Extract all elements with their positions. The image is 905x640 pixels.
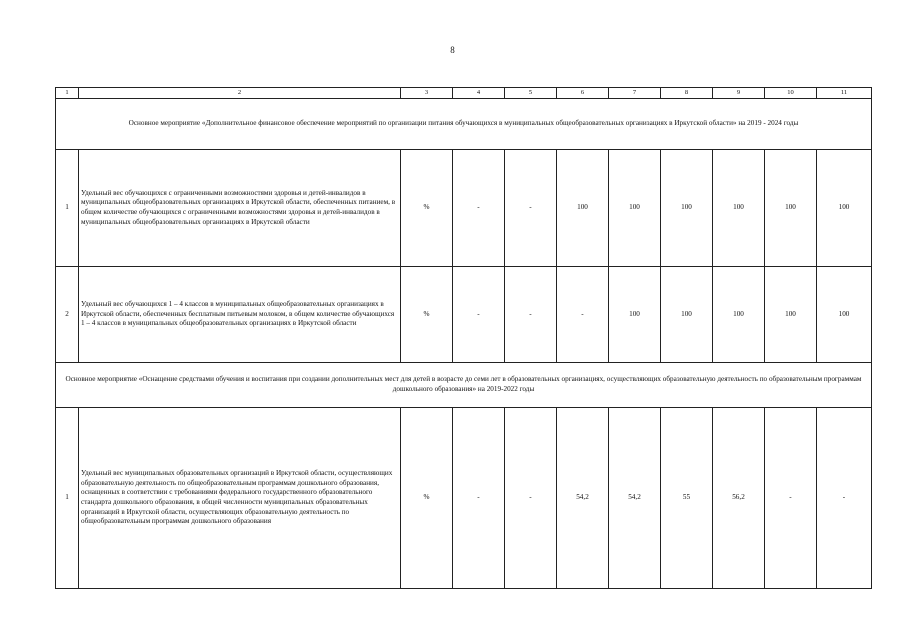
section-header-row <box>56 363 872 408</box>
unit-cell: % <box>401 408 453 589</box>
header-cell: 6 <box>557 88 609 99</box>
header-cell: 9 <box>713 88 765 99</box>
value-cell: 55 <box>661 408 713 589</box>
value-cell: 100 <box>713 267 765 363</box>
table-row <box>56 150 872 267</box>
header-cell: 8 <box>661 88 713 99</box>
header-cell: 10 <box>765 88 817 99</box>
value-cell: - <box>817 408 872 589</box>
row-number: 2 <box>56 267 79 363</box>
header-cell: 4 <box>453 88 505 99</box>
value-cell: 100 <box>609 267 661 363</box>
value-cell: 100 <box>713 150 765 267</box>
header-cell: 11 <box>817 88 872 99</box>
value-cell: - <box>453 150 505 267</box>
unit-cell: % <box>401 150 453 267</box>
header-cell: 3 <box>401 88 453 99</box>
section-title: Основное мероприятие «Дополнительное финансовое обеспечение мероприятий по организации питания обучающихся в муниципальных общеобразовательных организациях в Иркутской области» на 2019 - 2024 годы <box>56 99 872 150</box>
value-cell: - <box>765 408 817 589</box>
indicator-description: Удельный вес муниципальных образовательных организаций в Иркутской области, осуществляющих образовательную деятельность по общеобразовательным программам дошкольного образования, оснащенных в соответствии с требованиями федерального государственного образовательного стандарта дошкольного образования, в общей численности муниципальных образовательных организаций в Иркутской области, осуществляющих образовательную деятельность по общеобразовательным программам дошкольного образования <box>79 408 401 589</box>
value-cell: - <box>557 267 609 363</box>
table-row <box>56 267 872 363</box>
value-cell: 100 <box>817 150 872 267</box>
row-number: 1 <box>56 408 79 589</box>
value-cell: 100 <box>661 150 713 267</box>
header-cell: 7 <box>609 88 661 99</box>
value-cell: 54,2 <box>557 408 609 589</box>
value-cell: 100 <box>817 267 872 363</box>
indicator-description: Удельный вес обучающихся 1 – 4 классов в муниципальных общеобразовательных организациях в Иркутской области, обеспеченных бесплатным питьевым молоком, в общем количестве обучающихся 1 – 4 классов в муниципальных общеобразовательных организациях в Иркутской области <box>79 267 401 363</box>
unit-cell: % <box>401 267 453 363</box>
value-cell: 100 <box>765 150 817 267</box>
value-cell: 56,2 <box>713 408 765 589</box>
value-cell: 100 <box>661 267 713 363</box>
row-number: 1 <box>56 150 79 267</box>
value-cell: 100 <box>557 150 609 267</box>
value-cell: - <box>505 267 557 363</box>
indicators-table <box>55 87 872 589</box>
value-cell: 54,2 <box>609 408 661 589</box>
indicator-description: Удельный вес обучающихся с ограниченными возможностями здоровья и детей-инвалидов в муниципальных общеобразовательных организациях в Иркутской области, обеспеченных питанием, в общем количестве обучающихся с ограниченными возможностями здоровья и детей-инвалидов в муниципальных общеобразовательных организациях в Иркутской области <box>79 150 401 267</box>
value-cell: - <box>453 267 505 363</box>
value-cell: - <box>505 150 557 267</box>
value-cell: - <box>505 408 557 589</box>
section-title: Основное мероприятие «Оснащение средствами обучения и воспитания при создании дополнительных мест для детей в возрасте до семи лет в образовательных организациях, осуществляющих образовательную деятельность по образовательным программам дошкольного образования» на 2019-2022 годы <box>56 363 872 408</box>
value-cell: - <box>453 408 505 589</box>
page-number: 8 <box>450 45 455 55</box>
header-cell: 5 <box>505 88 557 99</box>
header-cell: 1 <box>56 88 79 99</box>
column-number-row <box>56 88 872 99</box>
header-cell: 2 <box>79 88 401 99</box>
section-header-row <box>56 99 872 150</box>
table-row <box>56 408 872 589</box>
value-cell: 100 <box>765 267 817 363</box>
value-cell: 100 <box>609 150 661 267</box>
